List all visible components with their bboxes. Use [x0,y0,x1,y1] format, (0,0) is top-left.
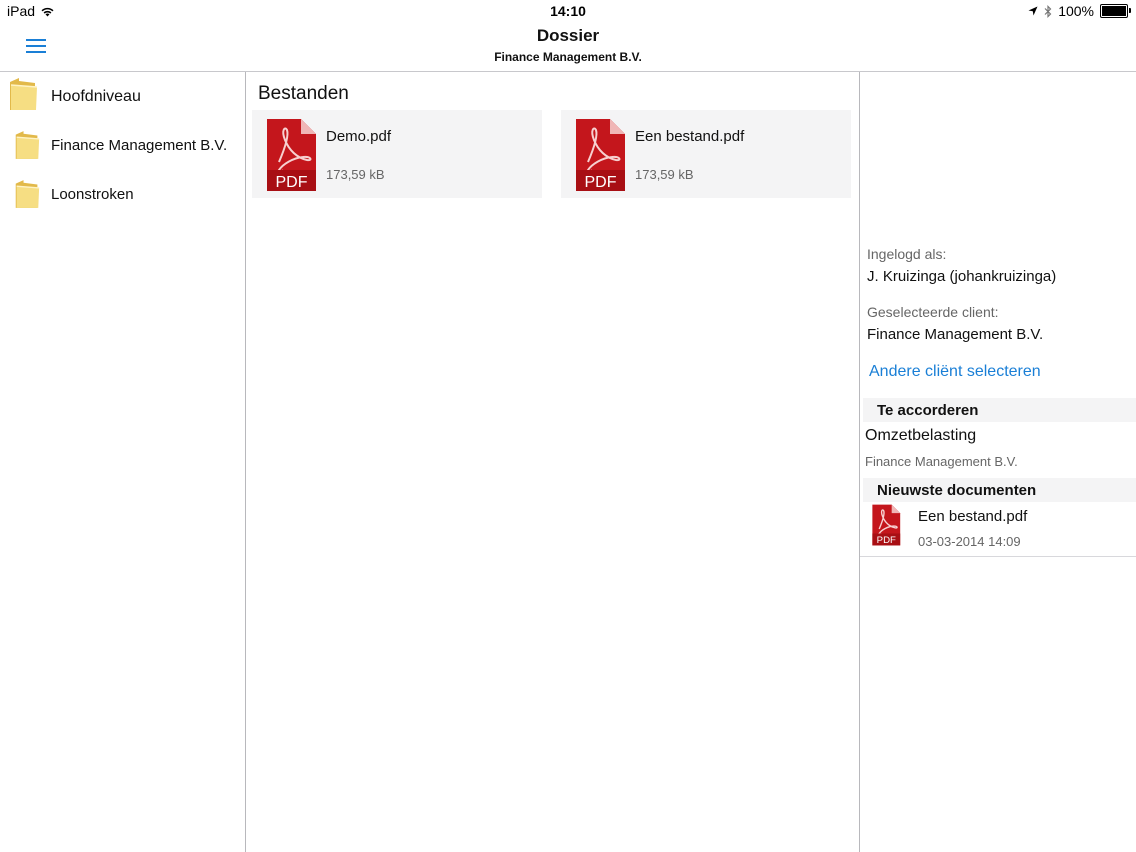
approve-header-label: Te accorderen [877,402,979,419]
selected-client-value: Finance Management B.V. [867,326,1044,343]
folder-icon [14,128,40,162]
folder-item-loonstroken[interactable] [0,173,245,217]
files-section-title: Bestanden [258,83,349,104]
file-name: Een bestand.pdf [635,128,745,145]
folder-item-hoofdniveau[interactable] [0,74,245,118]
status-right [1028,3,1128,19]
folder-item-finance-management[interactable] [0,124,245,168]
approve-item-subtitle: Finance Management B.V. [865,454,1018,469]
approve-item-title: Omzetbelasting [865,427,977,444]
file-size: 173,59 kB [326,167,385,182]
folder-label: Hoofdniveau [51,88,141,105]
device-name: iPad [7,3,36,19]
pdf-icon-text: PDF [876,535,896,546]
file-name: Demo.pdf [326,128,392,145]
folder-label: Loonstroken [51,186,134,203]
latest-docs-header-label: Nieuwste documenten [877,482,1037,499]
nav-bar [0,22,1136,72]
info-panel [860,72,1136,852]
file-size: 173,59 kB [635,167,694,182]
location-arrow-icon [1028,6,1038,16]
status-time: 14:10 [550,3,586,19]
bluetooth-icon [1044,5,1052,18]
battery-percent: 100% [1058,3,1094,19]
folder-icon [8,76,38,112]
folder-icon [14,177,40,211]
pdf-icon-text: PDF [275,174,308,191]
pdf-file-icon [870,504,902,546]
folder-sidebar [0,72,246,852]
logged-in-label: Ingelogd als: [867,246,947,262]
page-subtitle: Finance Management B.V. [494,50,642,64]
approve-section-header [863,398,1136,422]
latest-doc-date: 03-03-2014 14:09 [918,534,1021,549]
approve-item[interactable] [860,424,1136,474]
file-card-een-bestand[interactable] [561,110,851,198]
selected-client-label: Geselecteerde client: [867,304,999,320]
change-client-link[interactable]: Andere cliënt selecteren [869,363,1041,380]
file-card-demo[interactable] [252,110,542,198]
latest-doc-name: Een bestand.pdf [918,508,1028,525]
folder-label: Finance Management B.V. [51,137,228,154]
page-title: Dossier [536,26,600,45]
pdf-icon-text: PDF [584,174,617,191]
latest-docs-header [863,478,1136,502]
battery-icon [1100,4,1128,18]
logged-in-user: J. Kruizinga (johankruizinga) [867,268,1057,285]
pdf-file-icon [265,118,317,192]
status-bar [0,0,1136,22]
latest-doc-item[interactable] [860,500,1136,557]
pdf-file-icon [574,118,626,192]
files-panel [246,72,860,852]
